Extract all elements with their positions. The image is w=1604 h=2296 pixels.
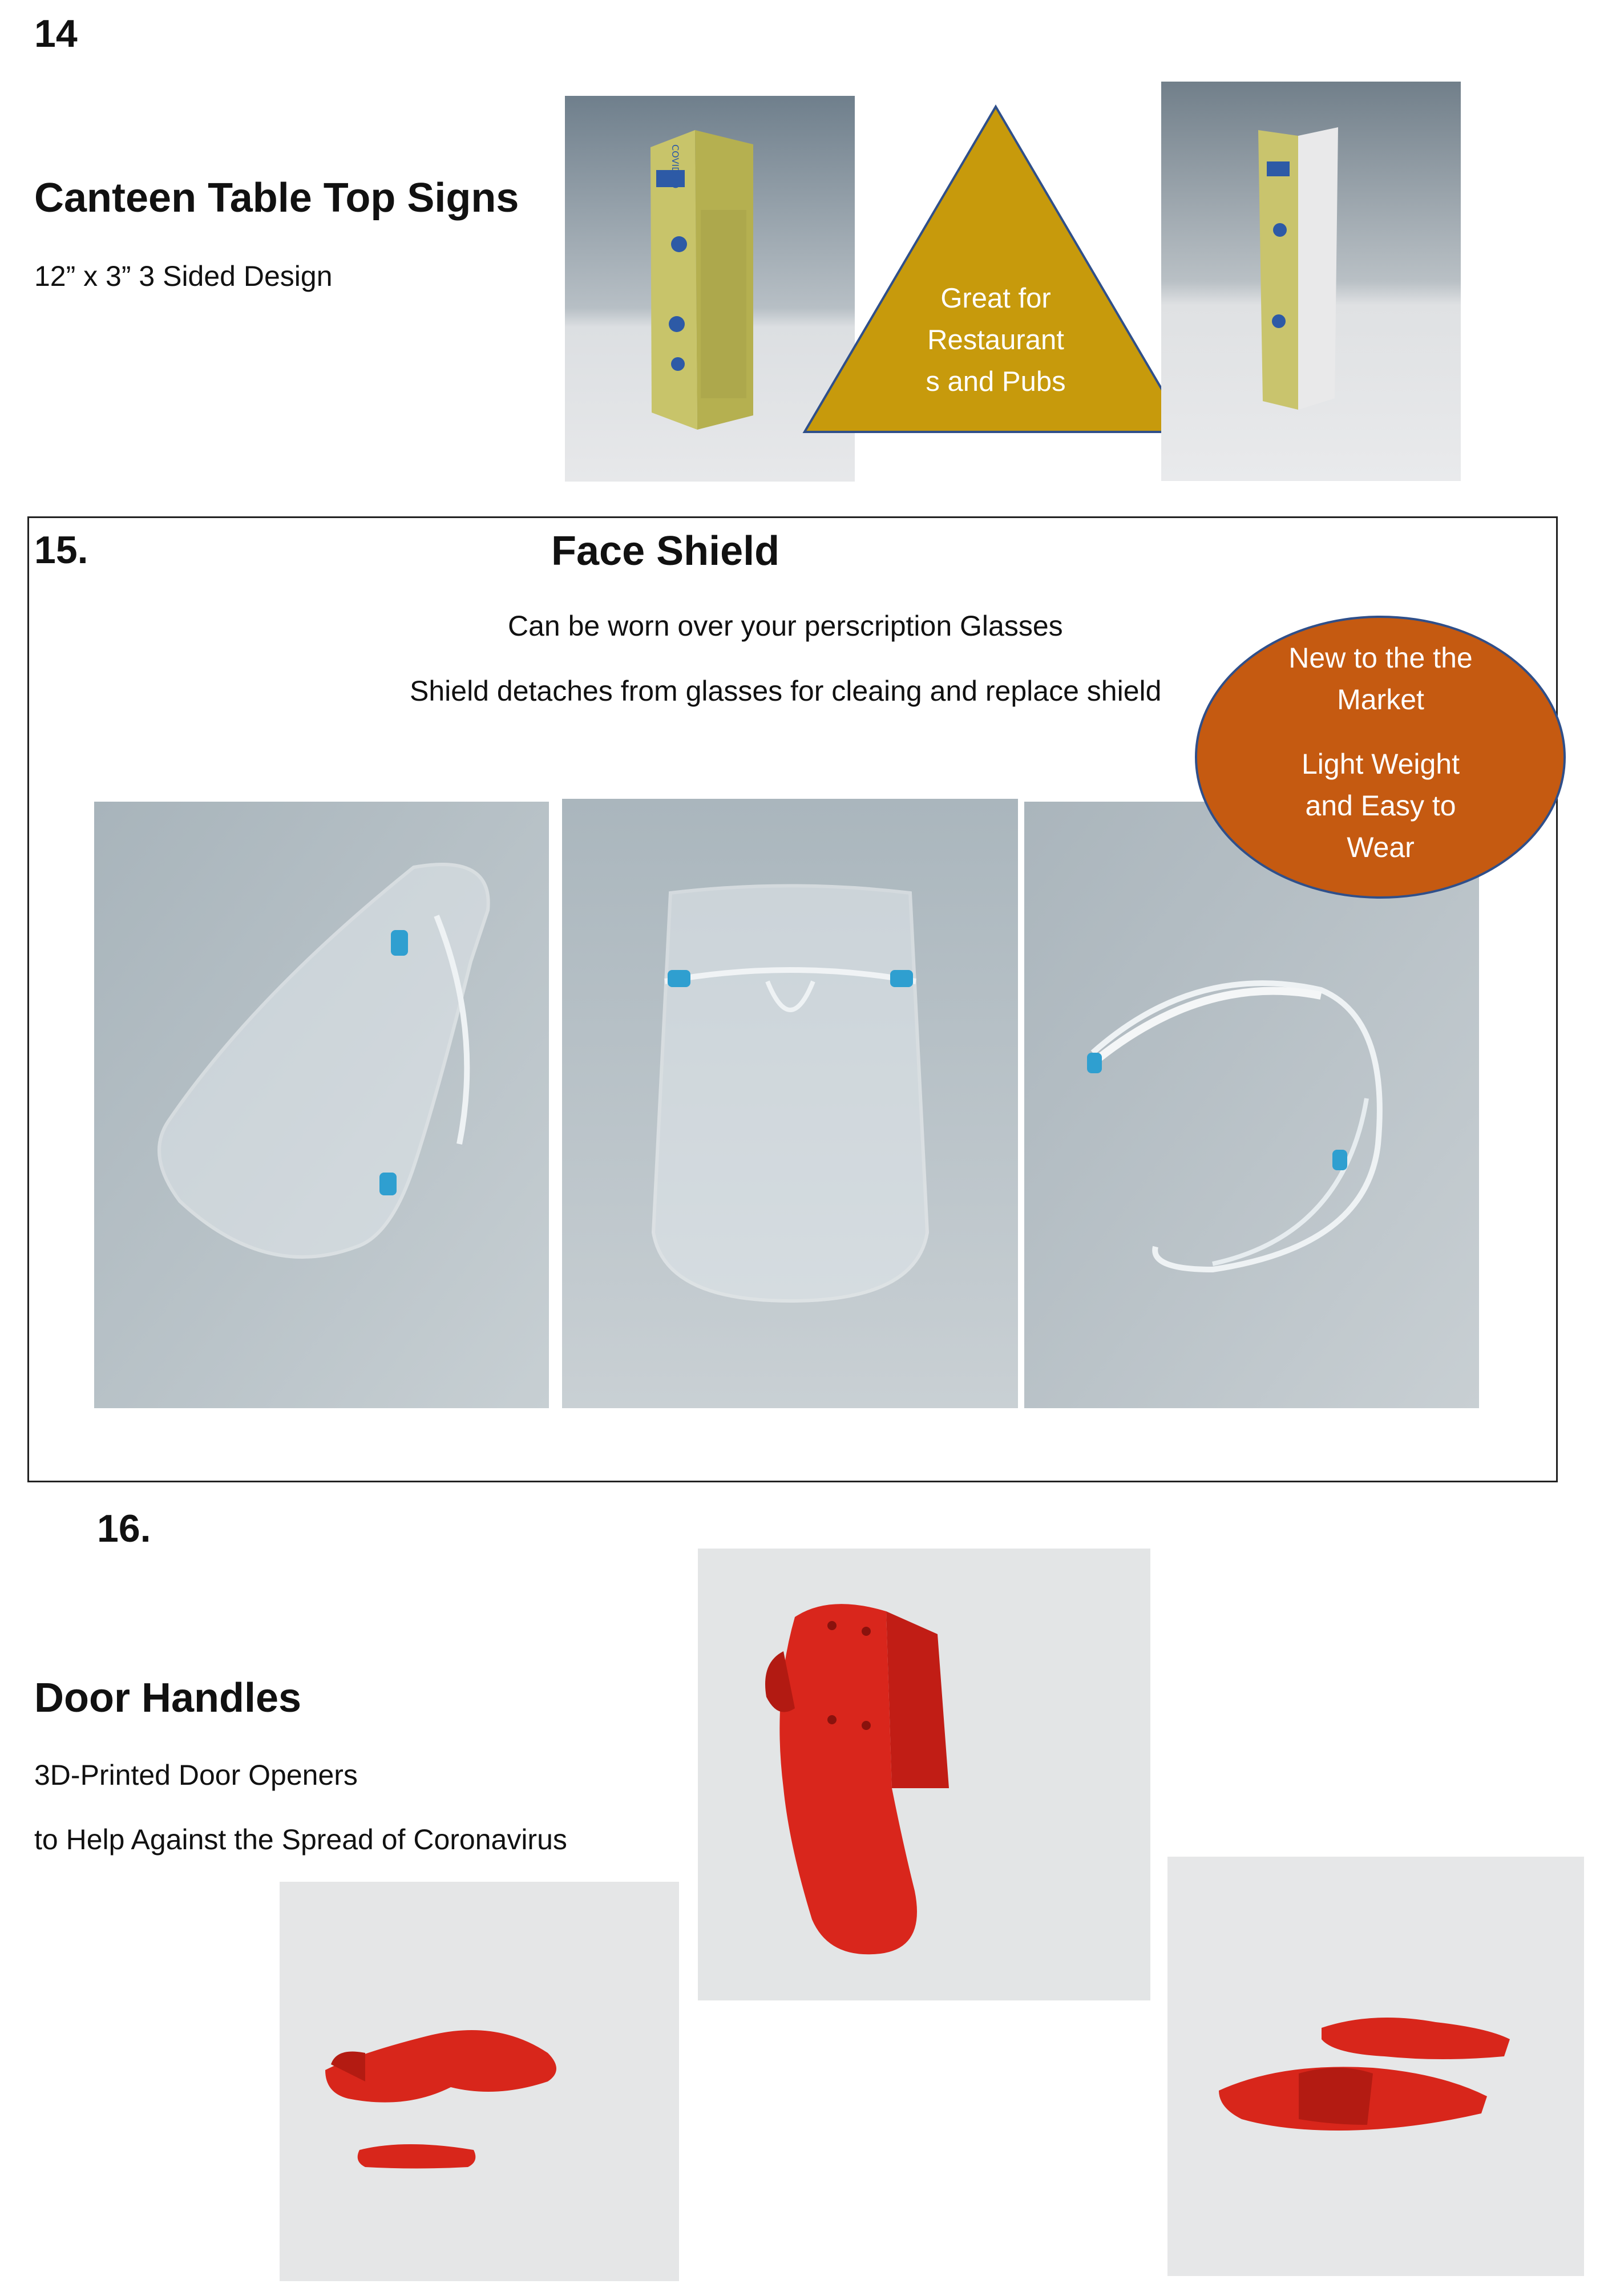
section-15-line-1: Can be worn over your perscription Glasses [508,610,1063,642]
section-14-subtitle: 12” x 3” 3 Sided Design [34,260,333,292]
callout-line-4: and Easy to [1305,790,1456,822]
callout-line-3: Light Weight [1301,748,1460,780]
callout-line-1: New to the the [1288,642,1473,674]
door-handle-photo-set [1167,1857,1584,2276]
section-16-number: 16. [97,1507,151,1550]
door-handle-photo-closeup [698,1549,1150,2000]
triangle-line-2: Restaurant [927,325,1064,355]
face-shield-photo-front [562,799,1018,1408]
new-product-callout [1194,615,1567,900]
section-15-title: Face Shield [551,528,780,574]
callout-line-5: Wear [1347,831,1415,863]
triangle-line-3: s and Pubs [926,366,1066,397]
section-14-title: Canteen Table Top Signs [34,175,519,221]
section-16-line-1: 3D-Printed Door Openers [34,1759,358,1791]
door-handle-photo-pair [280,1882,679,2281]
section-15-number: 15. [34,528,88,572]
section-15-line-2: Shield detaches from glasses for cleaing and replace shield [410,675,1162,707]
section-14-number: 14 [34,12,78,55]
table-sign-photo-side [1161,82,1461,481]
face-shield-photo-side [94,802,549,1408]
sign-label-text: COVID-19 [670,144,681,189]
triangle-callout [802,104,1190,435]
triangle-line-1: Great for [940,283,1051,314]
section-16-line-2: to Help Against the Spread of Coronavirus [34,1824,567,1856]
callout-line-2: Market [1337,684,1424,716]
section-16-title: Door Handles [34,1675,302,1721]
